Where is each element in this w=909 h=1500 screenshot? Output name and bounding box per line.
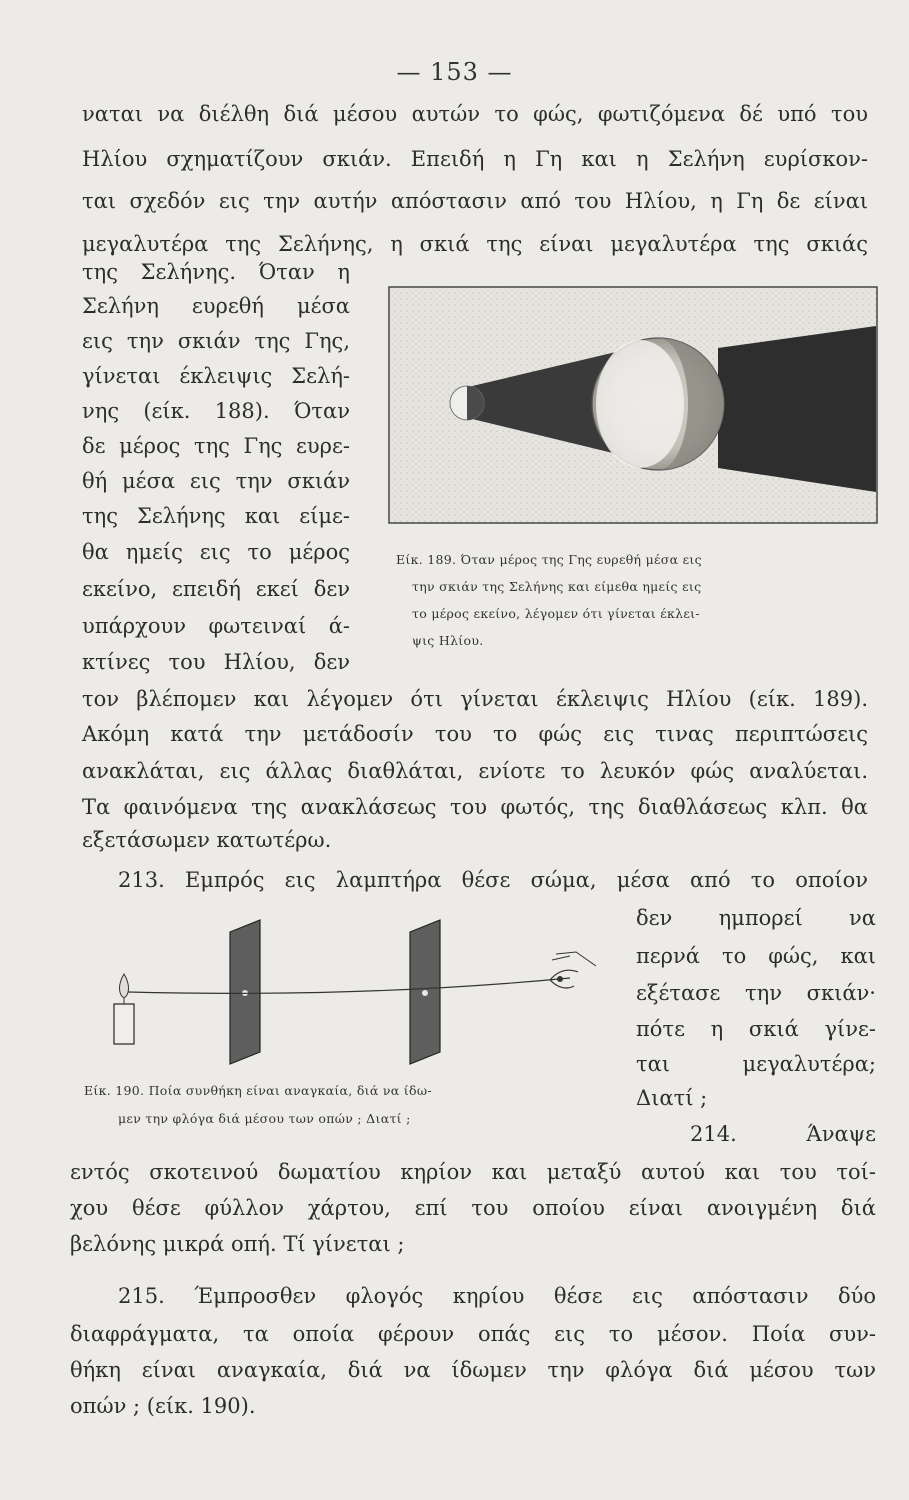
text-line: οπών ; (είκ. 190).	[70, 1394, 256, 1418]
paragraph-213-first-line: 213. Εμπρός εις λαμπτήρα θέσε σώμα, μέσα από το οποίον	[118, 868, 868, 892]
figure-189-caption-line: το μέρος εκείνο, λέγομεν ότι γίνεται έκλει-	[412, 606, 700, 621]
text-line: Διατί ;	[636, 1086, 708, 1110]
text-line: θή μέσα εις την σκιάν	[82, 469, 350, 493]
paragraph-214-heading: 214. Άναψε	[690, 1122, 876, 1146]
text-line: διαφράγματα, τα οποία φέρουν οπάς εις το μέσον. Ποία συν-	[70, 1322, 876, 1346]
text-line: Ηλίου σχηματίζουν σκιάν. Επειδή η Γη και η Σελήνη ευρίσκον-	[82, 147, 868, 171]
text-line: γίνεται έκλειψις Σελή-	[82, 364, 350, 388]
text-line: Σελήνη ευρεθή μέσα	[82, 294, 350, 318]
text-line: ναται να διέλθη διά μέσου αυτών το φώς, φωτιζόμενα δέ υπό του	[82, 102, 868, 126]
text-line: δε μέρος της Γης ευρε-	[82, 434, 350, 458]
figure-189-caption-line: ψις Ηλίου.	[412, 633, 484, 648]
text-line: Τα φαινόμενα της ανακλάσεως του φωτός, της διαθλάσεως κλπ. θα	[82, 795, 868, 819]
text-line: ανακλάται, εις άλλας διαθλάται, ενίοτε το λευκόν φώς αναλύεται.	[82, 759, 868, 783]
text-line: μεγαλυτέρα της Σελήνης, η σκιά της είναι μεγαλυτέρα της σκιάς	[82, 232, 868, 256]
text-line: εξέτασε την σκιάν·	[636, 981, 876, 1005]
earth-bright-hemisphere	[596, 340, 684, 468]
earth-shadow-cone	[718, 326, 876, 492]
screen-2-hole	[422, 990, 428, 996]
sight-line	[128, 978, 570, 993]
figure-190-caption-line: Είκ. 190. Ποία συνθήκη είναι αναγκαία, διά να ίδω-	[84, 1083, 432, 1098]
text-line: νης (είκ. 188). Όταν	[82, 399, 350, 423]
text-line: εντός σκοτεινού δωματίου κηρίον και μεταξύ αυτού και του τοί-	[70, 1160, 876, 1184]
text-line: κτίνες του Ηλίου, δεν	[82, 650, 350, 674]
text-line: 215. Έμπροσθεν φλογός κηρίου θέσε εις απόστασιν δύο	[118, 1284, 876, 1308]
text-line: εξετάσωμεν κατωτέρω.	[82, 828, 332, 852]
text-line: υπάρχουν φωτειναί ά-	[82, 614, 350, 638]
text-line: Ακόμη κατά την μετάδοσίν του το φώς εις τινας περιπτώσεις	[82, 722, 868, 746]
text-line: χου θέσε φύλλον χάρτου, επί του οποίου είναι ανοιγμένη διά	[70, 1196, 876, 1220]
figure-190-candle-screens-diagram	[100, 912, 600, 1072]
page-number: — 153 —	[396, 58, 513, 86]
text-line: περνά το φώς, και	[636, 944, 876, 968]
eye-icon	[550, 952, 596, 988]
text-line: ται μεγαλυτέρα;	[636, 1052, 876, 1076]
text-line: ται σχεδόν εις την αυτήν απόστασιν από του Ηλίου, η Γη δε είναι	[82, 189, 868, 213]
text-line: θήκη είναι αναγκαία, διά να ίδωμεν την φλόγα διά μέσου των	[70, 1358, 876, 1382]
figure-189-caption-line: την σκιάν της Σελήνης και είμεθα ημείς εις	[412, 579, 702, 594]
text-line: θα ημείς εις το μέρος	[82, 540, 350, 564]
candle	[114, 974, 134, 1044]
text-line: εκείνο, επειδή εκεί δεν	[82, 577, 350, 601]
text-line: βελόνης μικρά οπή. Τί γίνεται ;	[70, 1232, 405, 1256]
text-line: δεν ημπορεί να	[636, 906, 876, 930]
text-line: πότε η σκιά γίνε-	[636, 1017, 876, 1041]
text-line: τον βλέπομεν και λέγομεν ότι γίνεται έκλειψις Ηλίου (είκ. 189).	[82, 687, 868, 711]
text-line: της Σελήνης. Όταν η	[82, 260, 350, 284]
figure-189-caption-line: Είκ. 189. Όταν μέρος της Γης ευρεθή μέσα εις	[396, 552, 702, 567]
figure-189-eclipse-diagram	[388, 286, 878, 524]
text-line: της Σελήνης και είμε-	[82, 504, 350, 528]
text-line: εις την σκιάν της Γης,	[82, 329, 350, 353]
figure-190-caption-line: μεν την φλόγα διά μέσου των οπών ; Διατί ;	[118, 1111, 411, 1126]
